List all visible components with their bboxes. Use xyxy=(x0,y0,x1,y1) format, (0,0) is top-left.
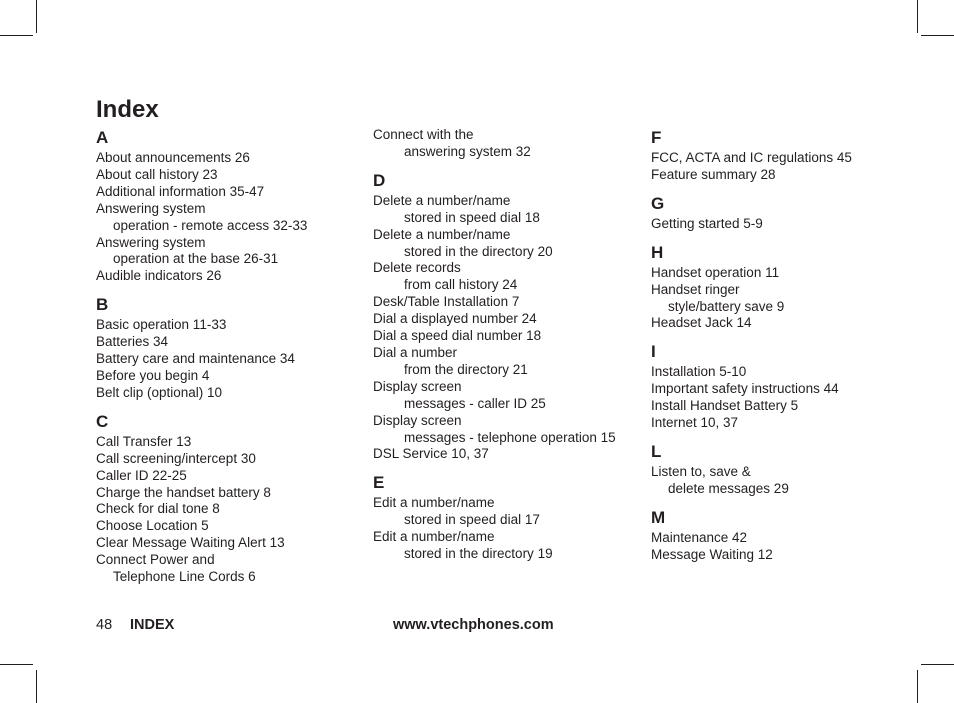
index-entry xyxy=(373,495,643,529)
index-entry xyxy=(651,415,921,432)
crop-mark xyxy=(917,670,918,703)
index-entry xyxy=(96,518,366,535)
section-letter: H xyxy=(651,242,664,262)
entry-text: Basic operation 11-33 xyxy=(96,317,227,333)
index-entry xyxy=(96,150,366,167)
entry-text: Audible indicators 26 xyxy=(96,268,222,284)
crop-mark xyxy=(36,670,37,703)
entry-subtext: messages - caller ID 25 xyxy=(404,395,546,411)
entry-text: Battery care and maintenance 34 xyxy=(96,351,295,367)
index-entry xyxy=(96,317,366,334)
index-entry xyxy=(373,328,643,345)
page-number: 48 xyxy=(96,617,113,633)
entry-subtext: style/battery save 9 xyxy=(668,298,785,314)
index-entry xyxy=(651,265,921,282)
section-letter: E xyxy=(373,473,385,493)
entry-text: Display screen xyxy=(373,378,462,394)
entry-text: Feature summary 28 xyxy=(651,166,776,182)
entry-text: Getting started 5-9 xyxy=(651,215,763,231)
index-entry xyxy=(651,530,921,547)
index-column-1 xyxy=(96,127,366,596)
entry-subtext: answering system 32 xyxy=(404,143,531,159)
index-entry xyxy=(96,268,366,285)
index-entry xyxy=(96,434,366,451)
index-entry xyxy=(651,464,921,498)
entry-text: Important safety instructions 44 xyxy=(651,381,839,397)
entry-text: Call screening/intercept 30 xyxy=(96,450,256,466)
section-letter: L xyxy=(651,441,662,461)
entry-text: Listen to, save & xyxy=(651,463,751,479)
index-entry xyxy=(373,446,643,463)
entry-text: Answering system xyxy=(96,200,206,216)
index-entry xyxy=(96,468,366,485)
index-entry xyxy=(96,235,366,269)
entry-text: Edit a number/name xyxy=(373,495,495,511)
entry-text: Connect Power and xyxy=(96,552,215,568)
index-entry xyxy=(96,552,366,586)
index-section xyxy=(96,412,366,586)
entry-text: Handset operation 11 xyxy=(651,264,780,280)
section-letter: D xyxy=(373,170,386,190)
entry-text: Call Transfer 13 xyxy=(96,433,192,449)
crop-mark xyxy=(0,35,33,36)
entry-subtext: stored in the directory 20 xyxy=(404,243,553,259)
index-entry xyxy=(373,529,643,563)
crop-mark xyxy=(921,35,954,36)
section-letter: B xyxy=(96,295,109,315)
index-entry xyxy=(651,364,921,381)
index-entry xyxy=(651,167,921,184)
entry-text: Internet 10, 37 xyxy=(651,415,739,431)
entry-text: Desk/Table Installation 7 xyxy=(373,294,520,310)
entry-subtext: operation - remote access 32-33 xyxy=(113,217,308,233)
entry-subtext: from the directory 21 xyxy=(404,361,528,377)
index-section xyxy=(651,128,921,184)
index-column-2 xyxy=(373,127,643,573)
index-entry xyxy=(373,127,643,161)
entry-text: Dial a number xyxy=(373,344,458,360)
entry-text: Before you begin 4 xyxy=(96,367,210,383)
entry-text: Choose Location 5 xyxy=(96,518,209,534)
entry-text: Check for dial tone 8 xyxy=(96,501,220,517)
crop-mark xyxy=(917,0,918,33)
index-entry xyxy=(96,451,366,468)
index-entry xyxy=(651,398,921,415)
entry-subtext: stored in speed dial 17 xyxy=(404,512,540,528)
index-section xyxy=(373,171,643,464)
index-entry xyxy=(96,334,366,351)
entry-text: Delete a number/name xyxy=(373,226,511,242)
section-letter: F xyxy=(651,128,662,147)
index-entry xyxy=(651,150,921,167)
index-section xyxy=(651,243,921,333)
index-entry xyxy=(651,315,921,332)
entry-text: DSL Service 10, 37 xyxy=(373,446,489,462)
entry-text: Installation 5-10 xyxy=(651,364,747,380)
page-title: Index xyxy=(96,96,159,123)
index-entry xyxy=(373,260,643,294)
entry-text: Delete a number/name xyxy=(373,192,511,208)
index-entry xyxy=(373,311,643,328)
entry-text: Additional information 35-47 xyxy=(96,183,265,199)
index-section xyxy=(651,194,921,233)
entry-text: Delete records xyxy=(373,260,461,276)
index-entry xyxy=(651,381,921,398)
entry-text: About call history 23 xyxy=(96,166,218,182)
footer-url: www.vtechphones.com xyxy=(393,617,554,633)
index-section xyxy=(96,295,366,402)
entry-text: Headset Jack 14 xyxy=(651,315,752,331)
index-section xyxy=(373,127,643,161)
index-entry xyxy=(373,413,643,447)
index-column-3 xyxy=(651,127,921,574)
entry-text: Message Waiting 12 xyxy=(651,546,773,562)
entry-text: About announcements 26 xyxy=(96,150,250,165)
section-letter: I xyxy=(651,342,656,362)
crop-mark xyxy=(36,0,37,33)
entry-text: Answering system xyxy=(96,234,206,250)
entry-text: Belt clip (optional) 10 xyxy=(96,384,223,400)
index-entry xyxy=(96,501,366,518)
crop-mark xyxy=(0,664,33,665)
section-letter: G xyxy=(651,193,665,213)
index-entry xyxy=(373,294,643,311)
index-entry xyxy=(96,485,366,502)
section-letter: C xyxy=(96,411,109,431)
entry-subtext: stored in speed dial 18 xyxy=(404,209,540,225)
entry-text: Charge the handset battery 8 xyxy=(96,484,271,500)
index-section xyxy=(651,342,921,432)
index-entry xyxy=(651,216,921,233)
entry-text: Batteries 34 xyxy=(96,334,169,350)
index-entry xyxy=(96,201,366,235)
entry-text: Display screen xyxy=(373,412,462,428)
index-entry xyxy=(96,167,366,184)
entry-subtext: delete messages 29 xyxy=(668,480,789,496)
index-entry xyxy=(373,193,643,227)
index-entry xyxy=(373,345,643,379)
entry-text: Edit a number/name xyxy=(373,529,495,545)
entry-text: Clear Message Waiting Alert 13 xyxy=(96,535,285,551)
index-entry xyxy=(96,351,366,368)
entry-subtext: operation at the base 26-31 xyxy=(113,251,279,267)
section-letter: M xyxy=(651,507,666,527)
index-entry xyxy=(96,184,366,201)
index-section xyxy=(651,508,921,564)
entry-text: Connect with the xyxy=(373,127,474,142)
entry-text: Dial a speed dial number 18 xyxy=(373,328,542,344)
entry-subtext: from call history 24 xyxy=(404,277,518,293)
entry-text: FCC, ACTA and IC regulations 45 xyxy=(651,150,852,165)
crop-mark xyxy=(921,664,954,665)
entry-subtext: stored in the directory 19 xyxy=(404,546,553,562)
index-entry xyxy=(651,282,921,316)
index-entry xyxy=(651,547,921,564)
index-section xyxy=(651,442,921,498)
index-entry xyxy=(373,227,643,261)
index-entry xyxy=(373,379,643,413)
entry-subtext: Telephone Line Cords 6 xyxy=(113,569,256,585)
footer-section-label: INDEX xyxy=(130,617,175,633)
index-section xyxy=(96,128,366,285)
section-letter: A xyxy=(96,128,109,147)
entry-text: Dial a displayed number 24 xyxy=(373,311,537,327)
entry-text: Install Handset Battery 5 xyxy=(651,398,799,414)
entry-text: Handset ringer xyxy=(651,281,740,297)
entry-text: Caller ID 22-25 xyxy=(96,467,187,483)
entry-subtext: messages - telephone operation 15 xyxy=(404,429,616,445)
index-entry xyxy=(96,535,366,552)
index-entry xyxy=(96,385,366,402)
entry-text: Maintenance 42 xyxy=(651,529,748,545)
index-entry xyxy=(96,368,366,385)
index-section xyxy=(373,473,643,563)
